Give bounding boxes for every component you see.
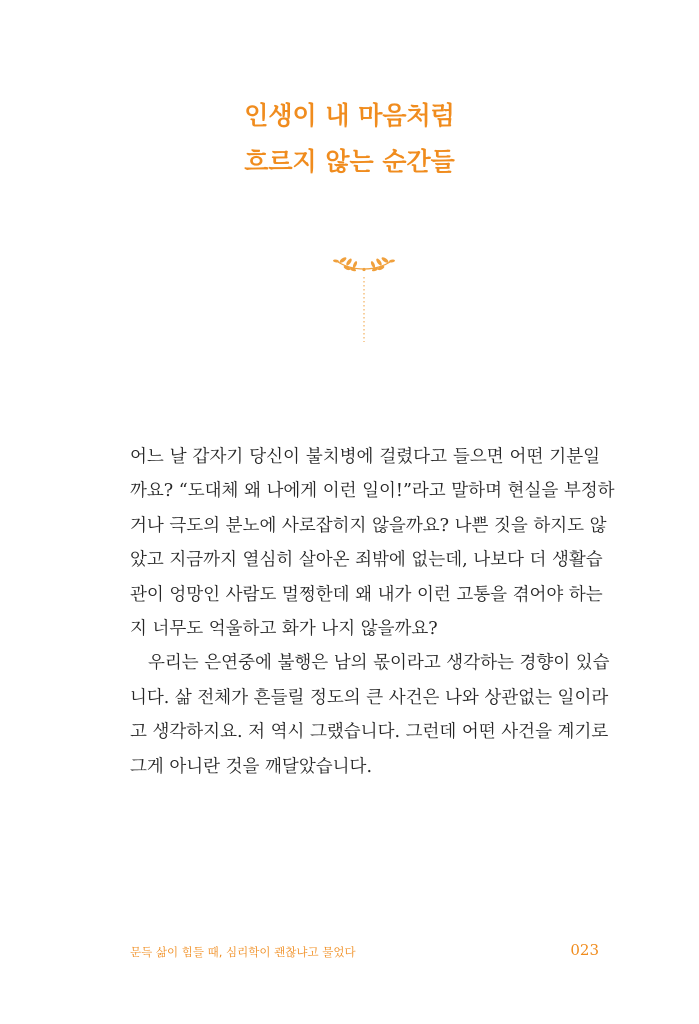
running-footer-book-title: 문득 삶이 힘들 때, 심리학이 괜찮냐고 물었다 — [130, 945, 356, 959]
chapter-title — [0, 93, 699, 185]
body-line: 거나 극도의 분노에 사로잡히지 않을까요? 나쁜 짓을 하지도 않 — [130, 515, 607, 536]
body-line: 고 생각하지요. 저 역시 그랬습니다. 그런데 어떤 사건을 계기로 — [130, 722, 609, 743]
body-line: 지 너무도 억울하고 화가 나지 않을까요? — [130, 619, 438, 640]
body-line: 았고 지금까지 열심히 살아온 죄밖에 없는데, 나보다 더 생활습 — [130, 550, 603, 571]
body-paragraphs — [130, 440, 615, 784]
body-line: 니다. 삶 전체가 흔들릴 정도의 큰 사건은 나와 상관없는 일이라 — [130, 687, 609, 708]
chapter-title-line-1: 인생이 내 마음처럼 — [244, 101, 455, 130]
page-number: 023 — [570, 941, 599, 959]
chapter-title-line-2: 흐르지 않는 순간들 — [244, 147, 455, 176]
body-line: 어느 날 갑자기 당신이 불치병에 걸렸다고 들으면 어떤 기분일 — [130, 447, 600, 467]
body-line: 우리는 은연중에 불행은 남의 몫이라고 생각하는 경향이 있습 — [148, 653, 610, 674]
body-line: 그게 아니란 것을 깨달았습니다. — [130, 756, 373, 777]
body-line: 관이 엉망인 사람도 멀쩡한데 왜 내가 이런 고통을 겪어야 하는 — [130, 584, 603, 605]
laurel-sprig-divider-icon — [330, 252, 398, 344]
body-line: 까요? “도대체 왜 나에게 이런 일이!”라고 말하며 현실을 부정하 — [130, 481, 615, 502]
